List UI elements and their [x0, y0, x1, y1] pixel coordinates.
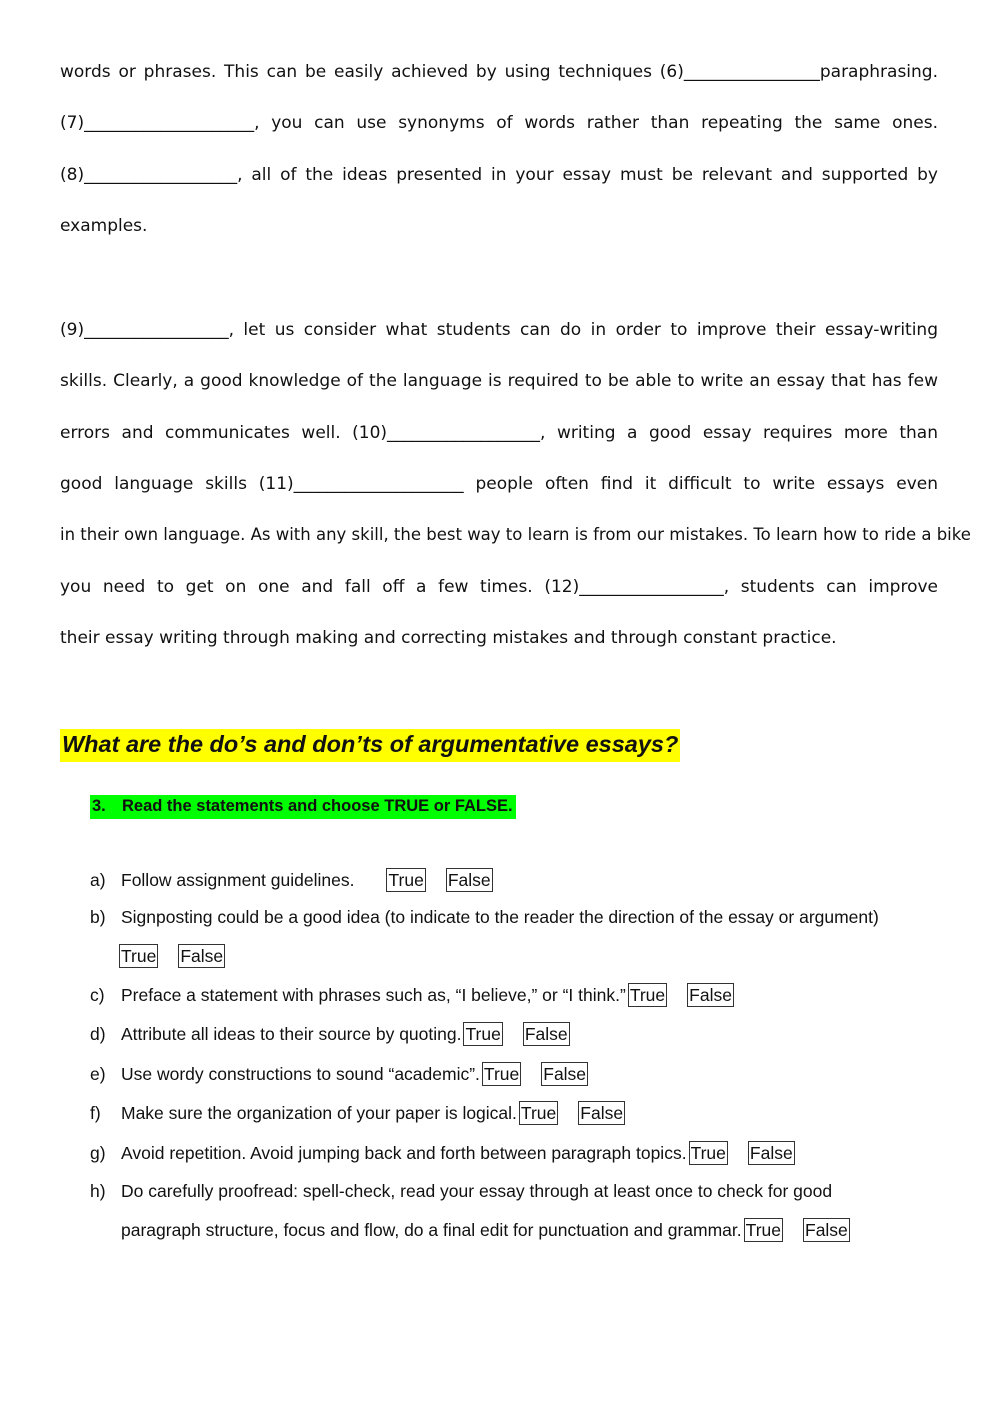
- true-option[interactable]: True: [388, 870, 424, 890]
- statement-text: Make sure the organization of your paper is logical.: [121, 1103, 517, 1123]
- passage-line: (7)____________________, you can use synonyms of words rather than repeating the same ones.: [60, 113, 938, 133]
- item-text: [121, 1141, 795, 1165]
- item-text: [121, 1022, 570, 1046]
- item-letter: d): [90, 1024, 106, 1044]
- item-text: [121, 983, 734, 1007]
- item-text: [121, 1218, 850, 1242]
- false-option[interactable]: False: [543, 1064, 587, 1084]
- item-text: [121, 868, 493, 892]
- true-option[interactable]: True: [520, 1103, 557, 1123]
- item-options: [119, 944, 225, 968]
- exercise-instruction: [90, 795, 516, 819]
- passage-line: (8)__________________, all of the ideas presented in your essay must be relevant and supported by: [60, 165, 938, 185]
- false-option[interactable]: False: [689, 985, 732, 1005]
- exercise-number: 3.: [92, 797, 106, 815]
- passage-line: their essay writing through making and correcting mistakes and through constant practice.: [60, 628, 837, 648]
- statement-text: paragraph structure, focus and flow, do a final edit for punctuation and grammar.: [121, 1220, 742, 1240]
- true-option[interactable]: True: [121, 946, 157, 966]
- item-letter: h): [90, 1181, 106, 1201]
- passage-line: you need to get on one and fall off a few times. (12)_________________, students can improve: [60, 577, 938, 597]
- true-option[interactable]: True: [690, 1143, 726, 1163]
- true-option[interactable]: True: [465, 1024, 501, 1044]
- item-letter: e): [90, 1064, 106, 1084]
- false-option[interactable]: False: [580, 1103, 624, 1123]
- item-letter: a): [90, 870, 106, 890]
- passage-line: good language skills (11)____________________ people often find it difficult to write essays even: [60, 474, 938, 494]
- statement-text: Follow assignment guidelines.: [121, 870, 355, 890]
- statement-text: Signposting could be a good idea (to indicate to the reader the direction of the essay or argument): [121, 907, 879, 927]
- true-option[interactable]: True: [629, 985, 666, 1005]
- passage-line: (9)_________________, let us consider what students can do in order to improve their essay-writing: [60, 320, 938, 340]
- item-text: [121, 1101, 625, 1125]
- true-option[interactable]: True: [483, 1064, 520, 1084]
- exercise-instruction-text: Read the statements and choose TRUE or FALSE.: [122, 797, 513, 815]
- false-option[interactable]: False: [749, 1143, 793, 1163]
- section-heading: What are the do’s and don’ts of argumentative essays?: [60, 729, 680, 762]
- passage-line: errors and communicates well. (10)__________________, writing a good essay requires more than: [60, 423, 938, 443]
- passage-line: words or phrases. This can be easily achieved by using techniques (6)________________paraphrasing.: [60, 62, 938, 82]
- passage-line: in their own language. As with any skill, the best way to learn is from our mistakes. To learn how to ride a bike: [60, 525, 971, 544]
- true-option[interactable]: True: [745, 1220, 781, 1240]
- statement-text: Attribute all ideas to their source by quoting.: [121, 1024, 462, 1044]
- item-letter: b): [90, 907, 106, 927]
- item-text: [121, 1062, 588, 1086]
- false-option[interactable]: False: [447, 870, 491, 890]
- statement-text: Do carefully proofread: spell-check, read your essay through at least once to check for good: [121, 1181, 833, 1201]
- item-letter: g): [90, 1143, 106, 1163]
- statement-text: Avoid repetition. Avoid jumping back and forth between paragraph topics.: [121, 1143, 687, 1163]
- false-option[interactable]: False: [180, 946, 224, 966]
- false-option[interactable]: False: [805, 1220, 848, 1240]
- item-letter: c): [90, 985, 105, 1005]
- passage-line: examples.: [60, 216, 148, 236]
- false-option[interactable]: False: [524, 1024, 568, 1044]
- item-letter: f): [90, 1103, 101, 1123]
- statement-text: Use wordy constructions to sound “academic”.: [121, 1064, 480, 1084]
- statement-text: Preface a statement with phrases such as, “I believe,” or “I think.”: [121, 985, 626, 1005]
- passage-line: skills. Clearly, a good knowledge of the language is required to be able to write an essay that has few: [60, 371, 938, 391]
